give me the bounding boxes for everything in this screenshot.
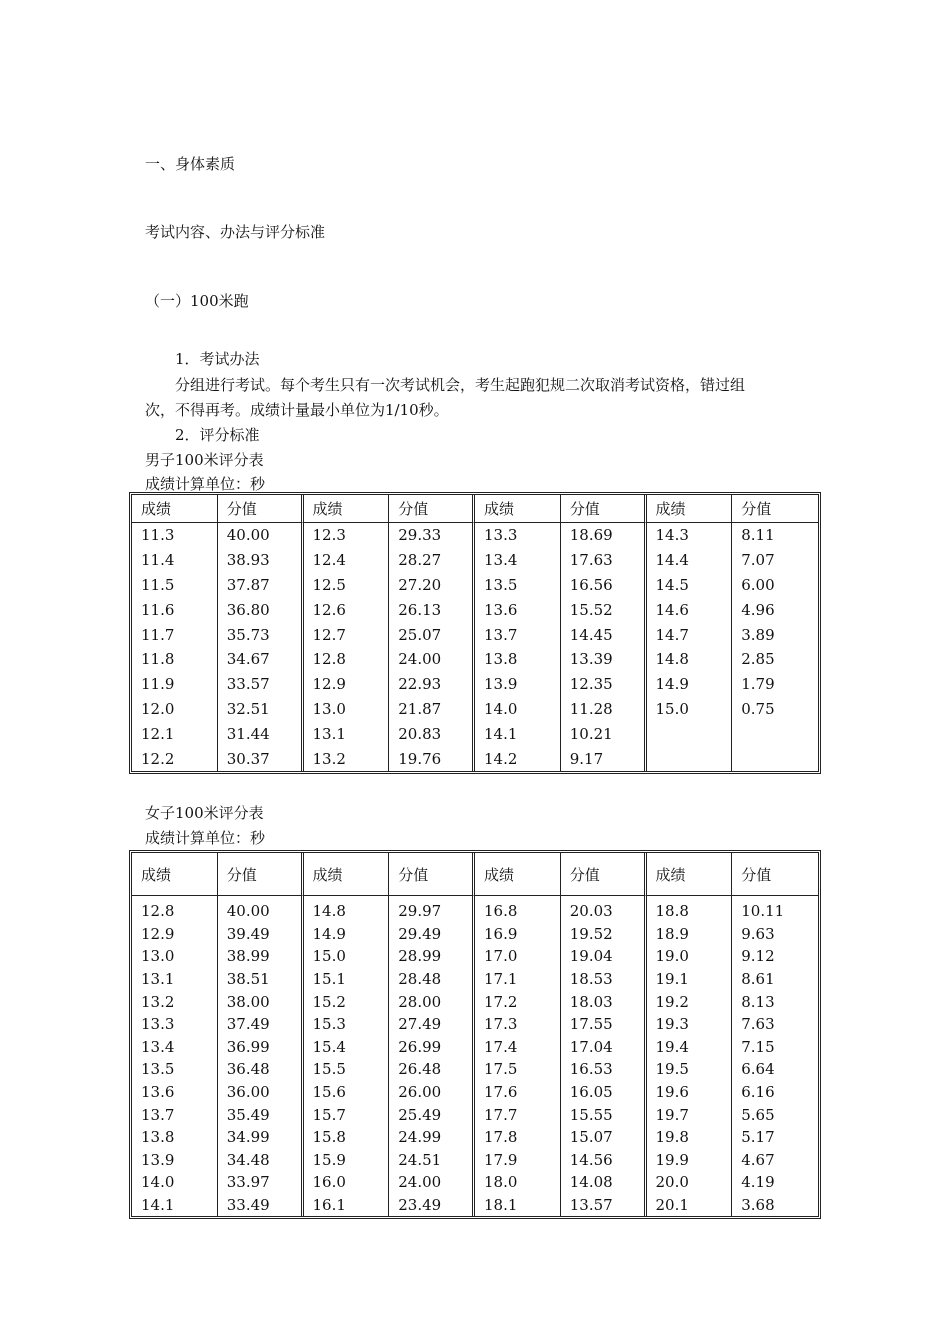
score-cell: 12.8: [132, 900, 218, 923]
points-cell: 14.08: [561, 1171, 647, 1194]
points-cell: 3.89: [741, 625, 775, 644]
score-cell: 13.8: [475, 647, 561, 672]
points-cell: 23.49: [389, 1194, 475, 1217]
score-cell: 13.1: [132, 968, 218, 991]
header-score-cell: 成绩: [475, 495, 561, 523]
header-score-cell: 成绩: [304, 853, 390, 896]
score-cell: 16.1: [304, 1194, 390, 1217]
points-cell: 36.00: [218, 1081, 304, 1104]
section-heading: 一、身体素质: [145, 155, 236, 173]
method-line-2: 次，不得再考。成绩计量最小单位为1/10秒。: [145, 401, 449, 419]
points-cell: 14.45: [561, 622, 647, 647]
points-cell: 26.13: [389, 597, 475, 622]
points-cell: 20.83: [389, 721, 475, 746]
points-cell: 37.87: [218, 573, 304, 598]
points-cell: 33.49: [218, 1194, 304, 1217]
score-cell: 11.9: [132, 672, 218, 697]
points-cell: 34.48: [218, 1149, 304, 1172]
header-points-cell: 分值: [218, 495, 304, 523]
header-row: [132, 853, 818, 896]
table-row: [132, 923, 818, 946]
points-cell: 38.00: [218, 990, 304, 1013]
score-cell: 14.1: [475, 721, 561, 746]
points-cell: 6.00: [741, 575, 775, 594]
score-cell: 12.6: [304, 597, 390, 622]
table-row: [132, 746, 818, 771]
points-cell: 26.48: [389, 1058, 475, 1081]
points-cell: 13.39: [561, 647, 647, 672]
score-cell: 12.4: [304, 548, 390, 573]
score-cell: 15.3: [304, 1013, 390, 1036]
score-cell: 17.0: [475, 945, 561, 968]
header-score-cell: 成绩: [475, 853, 561, 896]
points-cell: 28.00: [389, 990, 475, 1013]
standard-title-text: 2．评分标准: [175, 426, 260, 444]
score-cell: 19.5: [647, 1058, 733, 1081]
score-cell: 11.8: [132, 647, 218, 672]
score-cell: 13.4: [132, 1036, 218, 1059]
points-cell: 26.00: [389, 1081, 475, 1104]
points-cell: 9.12: [741, 947, 775, 966]
table-row: [132, 1103, 818, 1126]
score-cell: 19.7: [647, 1103, 733, 1126]
male-score-table: [129, 492, 821, 774]
points-cell: 0.75: [741, 699, 775, 718]
score-cell: 12.9: [304, 672, 390, 697]
score-cell: 14.1: [132, 1194, 218, 1217]
points-cell: 22.93: [389, 672, 475, 697]
points-cell: 36.99: [218, 1036, 304, 1059]
points-cell: 7.63: [741, 1015, 775, 1034]
points-cell: 16.53: [561, 1058, 647, 1081]
points-cell: 10.11: [741, 902, 785, 921]
score-cell: 15.0: [304, 945, 390, 968]
points-cell: 33.57: [218, 672, 304, 697]
score-cell: 13.9: [132, 1149, 218, 1172]
method-title: [145, 349, 260, 369]
score-cell: 15.9: [304, 1149, 390, 1172]
points-cell: 5.17: [741, 1128, 775, 1147]
points-cell: 36.48: [218, 1058, 304, 1081]
score-cell: 14.7: [647, 622, 733, 647]
score-cell: 19.9: [647, 1149, 733, 1172]
points-cell: 15.52: [561, 597, 647, 622]
points-cell: 2.85: [741, 650, 775, 669]
method-line-1-text: 分组进行考试。每个考生只有一次考试机会，考生起跑犯规二次取消考试资格，错过组: [175, 376, 746, 394]
method-title-text: 1．考试办法: [175, 350, 260, 368]
points-cell: 38.99: [218, 945, 304, 968]
score-cell: 13.5: [132, 1058, 218, 1081]
score-cell: 13.6: [132, 1081, 218, 1104]
points-cell: 39.49: [218, 923, 304, 946]
score-cell: 13.9: [475, 672, 561, 697]
score-cell: 19.6: [647, 1081, 733, 1104]
method-line-1: [145, 375, 745, 395]
points-cell: 29.33: [389, 523, 475, 548]
points-cell: 17.04: [561, 1036, 647, 1059]
score-cell: 17.1: [475, 968, 561, 991]
points-cell: 15.55: [561, 1103, 647, 1126]
score-cell: 11.7: [132, 622, 218, 647]
score-cell: 15.5: [304, 1058, 390, 1081]
points-cell: 27.20: [389, 573, 475, 598]
points-cell: 29.97: [389, 900, 475, 923]
points-cell: 4.19: [741, 1173, 775, 1192]
points-cell: 4.67: [741, 1150, 775, 1169]
score-cell: 14.9: [647, 672, 733, 697]
points-cell: 31.44: [218, 721, 304, 746]
points-cell: 6.16: [741, 1083, 775, 1102]
points-cell: 4.96: [741, 600, 775, 619]
points-cell: 9.63: [741, 924, 775, 943]
header-points-cell: 分值: [389, 495, 475, 523]
score-cell: 13.7: [475, 622, 561, 647]
points-cell: 35.73: [218, 622, 304, 647]
score-cell: 13.3: [132, 1013, 218, 1036]
score-cell: 11.5: [132, 573, 218, 598]
score-cell: 15.7: [304, 1103, 390, 1126]
points-cell: [732, 721, 818, 746]
score-cell: 16.9: [475, 923, 561, 946]
male-unit-note: 成绩计算单位：秒: [145, 475, 266, 493]
score-cell: 15.2: [304, 990, 390, 1013]
points-cell: 16.05: [561, 1081, 647, 1104]
table-row: [132, 1149, 818, 1172]
score-cell: 12.8: [304, 647, 390, 672]
table-row: [132, 1013, 818, 1036]
header-points-cell: 分值: [732, 495, 818, 523]
score-cell: 13.0: [132, 945, 218, 968]
table-row: [132, 1036, 818, 1059]
score-cell: 14.5: [647, 573, 733, 598]
points-cell: 20.03: [561, 900, 647, 923]
points-cell: 19.76: [389, 746, 475, 771]
points-cell: 36.80: [218, 597, 304, 622]
score-cell: 19.0: [647, 945, 733, 968]
score-cell: 18.1: [475, 1194, 561, 1217]
points-cell: 10.21: [561, 721, 647, 746]
table-row: [132, 1194, 818, 1217]
standard-title: [145, 425, 260, 445]
table-row: [132, 622, 818, 647]
score-cell: 12.5: [304, 573, 390, 598]
score-cell: 17.3: [475, 1013, 561, 1036]
points-cell: 11.28: [561, 697, 647, 722]
score-cell: 17.8: [475, 1126, 561, 1149]
header-points-cell: 分值: [561, 495, 647, 523]
points-cell: 27.49: [389, 1013, 475, 1036]
score-cell: 17.6: [475, 1081, 561, 1104]
points-cell: 28.99: [389, 945, 475, 968]
female-table-title: 女子100米评分表: [145, 804, 264, 822]
score-cell: 15.4: [304, 1036, 390, 1059]
score-cell: 16.8: [475, 900, 561, 923]
score-cell: 11.3: [132, 523, 218, 548]
score-cell: 12.3: [304, 523, 390, 548]
score-cell: 13.1: [304, 721, 390, 746]
score-cell: 14.0: [132, 1171, 218, 1194]
female-score-table: [129, 850, 821, 1219]
male-table-title: 男子100米评分表: [145, 451, 264, 469]
points-cell: 24.51: [389, 1149, 475, 1172]
score-cell: 14.0: [475, 697, 561, 722]
score-cell: 20.1: [647, 1194, 733, 1217]
points-cell: 25.07: [389, 622, 475, 647]
points-cell: 32.51: [218, 697, 304, 722]
score-cell: 15.0: [647, 697, 733, 722]
points-cell: 8.13: [741, 992, 775, 1011]
header-score-cell: 成绩: [132, 495, 218, 523]
table-row: [132, 1081, 818, 1104]
points-cell: 35.49: [218, 1103, 304, 1126]
score-cell: 14.2: [475, 746, 561, 771]
score-cell: 13.0: [304, 697, 390, 722]
score-cell: 11.6: [132, 597, 218, 622]
points-cell: 19.04: [561, 945, 647, 968]
score-cell: 15.8: [304, 1126, 390, 1149]
points-cell: 30.37: [218, 746, 304, 771]
points-cell: 17.55: [561, 1013, 647, 1036]
points-cell: 14.56: [561, 1149, 647, 1172]
table-row: [132, 945, 818, 968]
score-cell: 15.1: [304, 968, 390, 991]
score-cell: 13.2: [304, 746, 390, 771]
score-cell: [647, 746, 733, 771]
score-cell: 12.9: [132, 923, 218, 946]
table-row: [132, 721, 818, 746]
score-cell: 18.9: [647, 923, 733, 946]
points-cell: 16.56: [561, 573, 647, 598]
points-cell: 6.64: [741, 1060, 775, 1079]
points-cell: 7.15: [741, 1037, 775, 1056]
header-points-cell: 分值: [732, 853, 818, 896]
score-cell: 14.3: [647, 523, 733, 548]
points-cell: 33.97: [218, 1171, 304, 1194]
score-cell: 12.2: [132, 746, 218, 771]
score-cell: 13.5: [475, 573, 561, 598]
score-cell: 14.9: [304, 923, 390, 946]
points-cell: 34.67: [218, 647, 304, 672]
points-cell: 8.11: [741, 526, 775, 545]
table-row: [132, 1058, 818, 1081]
points-cell: 5.65: [741, 1105, 775, 1124]
score-cell: 17.7: [475, 1103, 561, 1126]
score-cell: 12.0: [132, 697, 218, 722]
points-cell: 7.07: [741, 551, 775, 570]
table-row: [132, 573, 818, 598]
score-cell: 18.8: [647, 900, 733, 923]
points-cell: 40.00: [218, 523, 304, 548]
score-cell: 13.4: [475, 548, 561, 573]
score-cell: 16.0: [304, 1171, 390, 1194]
table-row: [132, 990, 818, 1013]
score-cell: 17.5: [475, 1058, 561, 1081]
header-score-cell: 成绩: [132, 853, 218, 896]
score-cell: 13.3: [475, 523, 561, 548]
points-cell: 3.68: [741, 1196, 775, 1215]
table-row: [132, 1171, 818, 1194]
points-cell: 9.17: [561, 746, 647, 771]
score-cell: [647, 721, 733, 746]
score-cell: 17.2: [475, 990, 561, 1013]
points-cell: 18.53: [561, 968, 647, 991]
score-cell: 19.2: [647, 990, 733, 1013]
points-cell: 19.52: [561, 923, 647, 946]
points-cell: [732, 746, 818, 771]
points-cell: 24.00: [389, 647, 475, 672]
header-score-cell: 成绩: [647, 853, 733, 896]
score-cell: 12.7: [304, 622, 390, 647]
points-cell: 18.03: [561, 990, 647, 1013]
score-cell: 12.1: [132, 721, 218, 746]
table-row: [132, 1126, 818, 1149]
points-cell: 21.87: [389, 697, 475, 722]
table-row: [132, 548, 818, 573]
content-heading: 考试内容、办法与评分标准: [145, 223, 326, 241]
points-cell: 28.27: [389, 548, 475, 573]
female-unit-note: 成绩计算单位：秒: [145, 829, 266, 847]
score-cell: 13.2: [132, 990, 218, 1013]
points-cell: 8.61: [741, 970, 775, 989]
score-cell: 15.6: [304, 1081, 390, 1104]
points-cell: 25.49: [389, 1103, 475, 1126]
points-cell: 15.07: [561, 1126, 647, 1149]
points-cell: 1.79: [741, 675, 775, 694]
points-cell: 24.00: [389, 1171, 475, 1194]
score-cell: 14.8: [304, 900, 390, 923]
score-cell: 20.0: [647, 1171, 733, 1194]
points-cell: 34.99: [218, 1126, 304, 1149]
table-row: [132, 523, 818, 548]
table-row: [132, 900, 818, 923]
item-heading: （一）100米跑: [145, 292, 249, 310]
header-points-cell: 分值: [389, 853, 475, 896]
score-cell: 19.4: [647, 1036, 733, 1059]
score-cell: 14.4: [647, 548, 733, 573]
points-cell: 38.93: [218, 548, 304, 573]
table-row: [132, 968, 818, 991]
points-cell: 40.00: [218, 900, 304, 923]
score-cell: 14.8: [647, 647, 733, 672]
points-cell: 12.35: [561, 672, 647, 697]
points-cell: 26.99: [389, 1036, 475, 1059]
table-row: [132, 647, 818, 672]
score-cell: 14.6: [647, 597, 733, 622]
score-cell: 17.4: [475, 1036, 561, 1059]
score-cell: 18.0: [475, 1171, 561, 1194]
table-row: [132, 697, 818, 722]
header-points-cell: 分值: [561, 853, 647, 896]
header-points-cell: 分值: [218, 853, 304, 896]
header-score-cell: 成绩: [647, 495, 733, 523]
table-row: [132, 597, 818, 622]
points-cell: 29.49: [389, 923, 475, 946]
points-cell: 24.99: [389, 1126, 475, 1149]
score-cell: 11.4: [132, 548, 218, 573]
points-cell: 13.57: [561, 1194, 647, 1217]
score-cell: 13.7: [132, 1103, 218, 1126]
score-cell: 13.6: [475, 597, 561, 622]
points-cell: 18.69: [561, 523, 647, 548]
header-score-cell: 成绩: [304, 495, 390, 523]
score-cell: 19.1: [647, 968, 733, 991]
score-cell: 19.8: [647, 1126, 733, 1149]
points-cell: 38.51: [218, 968, 304, 991]
table-row: [132, 672, 818, 697]
score-cell: 17.9: [475, 1149, 561, 1172]
points-cell: 17.63: [561, 548, 647, 573]
score-cell: 13.8: [132, 1126, 218, 1149]
header-row: [132, 495, 818, 523]
score-cell: 19.3: [647, 1013, 733, 1036]
points-cell: 28.48: [389, 968, 475, 991]
points-cell: 37.49: [218, 1013, 304, 1036]
